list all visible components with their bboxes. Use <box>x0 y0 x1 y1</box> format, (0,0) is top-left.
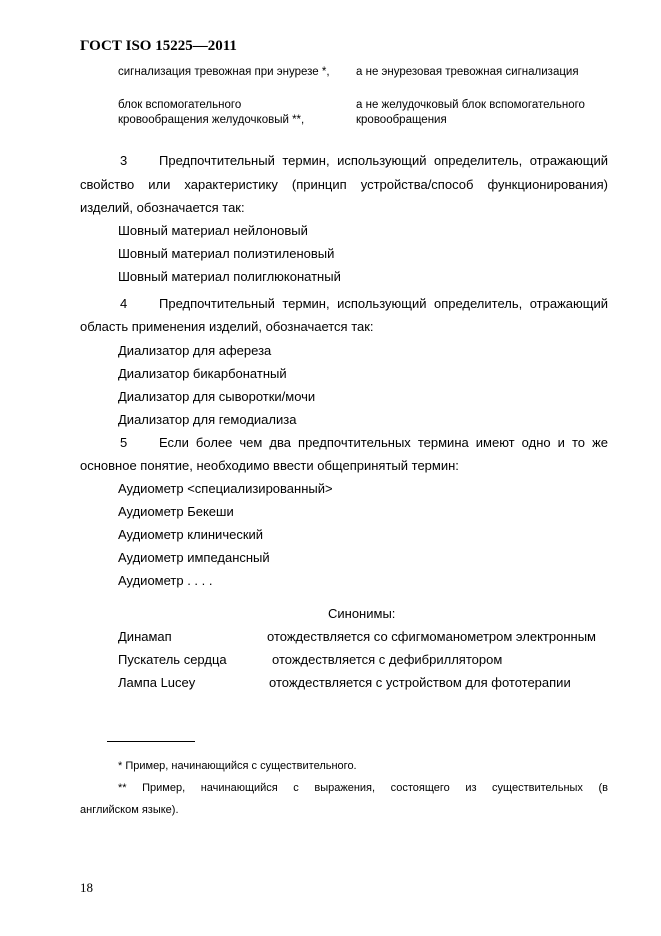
list-item: Аудиометр Бекеши <box>118 504 234 519</box>
footnote: английском языке). <box>80 804 179 816</box>
paragraph-text: основное понятие, необходимо ввести общепринятый термин: <box>80 458 459 473</box>
list-item: Диализатор для афереза <box>118 343 272 358</box>
paragraph-text: Предпочтительный термин, использующий определитель, отражающий <box>159 153 608 168</box>
synonym-term: Динамап <box>118 629 172 644</box>
paragraph-text: Если более чем два предпочтительных термина имеют одно и то же <box>159 435 608 450</box>
list-item: Шовный материал полиэтиленовый <box>118 246 335 261</box>
footnote: ** Пример, начинающийся с выражения, состоящего из существительных (в <box>118 782 608 794</box>
list-item: Диализатор для сыворотки/мочи <box>118 389 316 404</box>
rejected-term: кровообращения <box>356 114 447 126</box>
paragraph-number: 4 <box>120 296 128 311</box>
synonym-relation: отождествляется со сфигмоманометром электронным <box>267 629 596 644</box>
preferred-term: блок вспомогательного <box>118 99 242 111</box>
preferred-term: кровообращения желудочковый **, <box>118 114 305 126</box>
paragraph-text: свойство или характеристику (принцип устройства/способ функционирования) <box>80 177 608 192</box>
list-item: Шовный материал полиглюконатный <box>118 269 341 284</box>
list-item: Диализатор бикарбонатный <box>118 366 287 381</box>
paragraph-number: 3 <box>120 153 128 168</box>
section-heading: Синонимы: <box>328 606 396 621</box>
rejected-term: а не энурезовая тревожная сигнализация <box>356 66 579 78</box>
page-number: 18 <box>80 880 93 895</box>
paragraph-text: изделий, обозначается так: <box>80 200 245 215</box>
synonym-relation: отождествляется с устройством для фототерапии <box>269 675 571 690</box>
synonym-term: Лампа Lucey <box>118 675 196 690</box>
list-item: Аудиометр импедансный <box>118 550 270 565</box>
footnote-divider <box>107 741 195 742</box>
footnote: * Пример, начинающийся с существительного. <box>118 760 357 772</box>
list-item: Шовный материал нейлоновый <box>118 223 308 238</box>
list-item: Диализатор для гемодиализа <box>118 412 297 427</box>
paragraph-text: Предпочтительный термин, использующий определитель, отражающий <box>159 296 608 311</box>
synonym-term: Пускатель сердца <box>118 652 227 667</box>
paragraph-number: 5 <box>120 435 128 450</box>
rejected-term: а не желудочковый блок вспомогательного <box>356 99 585 111</box>
document-header: ГОСТ ISO 15225—2011 <box>80 38 237 54</box>
paragraph-text: область применения изделий, обозначается так: <box>80 319 374 334</box>
preferred-term: сигнализация тревожная при энурезе *, <box>118 66 330 78</box>
list-item: Аудиометр <специализированный> <box>118 481 333 496</box>
synonym-relation: отождествляется с дефибриллятором <box>272 652 503 667</box>
list-item: Аудиометр . . . . <box>118 573 213 588</box>
list-item: Аудиометр клинический <box>118 527 264 542</box>
